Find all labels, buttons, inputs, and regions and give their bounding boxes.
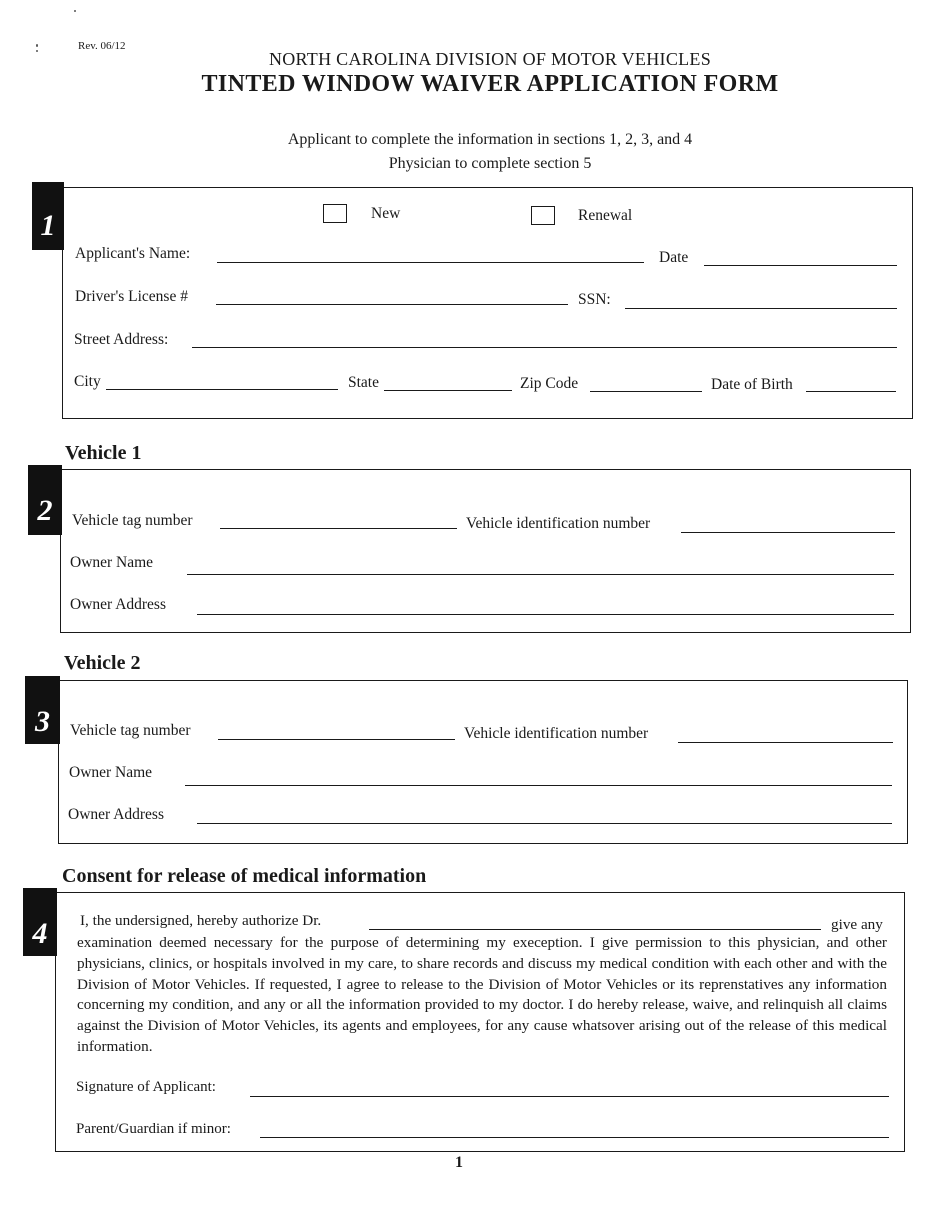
authorize-prefix: I, the undersigned, hereby authorize Dr. xyxy=(80,912,322,929)
city-field[interactable] xyxy=(106,389,338,390)
city-label: City xyxy=(74,373,101,390)
applicant-name-label: Applicant's Name: xyxy=(75,245,191,262)
zip-code-field[interactable] xyxy=(590,391,702,392)
vehicle-1-heading: Vehicle 1 xyxy=(65,442,142,464)
date-of-birth-field[interactable] xyxy=(806,391,896,392)
vehicle-2-heading: Vehicle 2 xyxy=(64,652,141,674)
guardian-field[interactable] xyxy=(260,1137,889,1138)
vehicle-1-owner-address-field[interactable] xyxy=(197,614,894,615)
section-2-box xyxy=(60,469,911,633)
ssn-label: SSN: xyxy=(578,291,611,308)
guardian-label: Parent/Guardian if minor: xyxy=(76,1121,231,1137)
consent-heading: Consent for release of medical information xyxy=(62,865,427,887)
new-label: New xyxy=(371,205,401,222)
date-field[interactable] xyxy=(704,265,897,266)
scan-speck xyxy=(36,44,38,47)
date-of-birth-label: Date of Birth xyxy=(711,376,793,393)
vehicle-2-vin-label: Vehicle identification number xyxy=(464,725,649,742)
section-2-number: 2 xyxy=(28,465,62,535)
vehicle-2-tag-label: Vehicle tag number xyxy=(70,722,191,739)
vehicle-2-owner-address-field[interactable] xyxy=(197,823,892,824)
section-3-number: 3 xyxy=(25,676,60,744)
vehicle-1-owner-address-label: Owner Address xyxy=(70,596,166,613)
page-number: 1 xyxy=(455,1154,463,1171)
instruction-applicant: Applicant to complete the information in sections 1, 2, 3, and 4 xyxy=(287,131,693,148)
street-address-label: Street Address: xyxy=(74,331,169,348)
state-field[interactable] xyxy=(384,390,512,391)
agency-name: NORTH CAROLINA DIVISION OF MOTOR VEHICLES xyxy=(268,49,712,69)
vehicle-2-vin-field[interactable] xyxy=(678,742,893,743)
vehicle-2-owner-address-label: Owner Address xyxy=(68,806,164,823)
revision-label: Rev. 06/12 xyxy=(78,40,126,52)
drivers-license-label: Driver's License # xyxy=(75,288,188,305)
renewal-checkbox[interactable] xyxy=(531,206,555,225)
scan-speck xyxy=(74,10,76,12)
physician-name-field[interactable] xyxy=(369,929,821,930)
form-title: TINTED WINDOW WAIVER APPLICATION FORM xyxy=(201,71,779,97)
vehicle-1-tag-label: Vehicle tag number xyxy=(72,512,193,529)
section-4-number: 4 xyxy=(23,888,57,956)
vehicle-1-vin-field[interactable] xyxy=(681,532,895,533)
state-label: State xyxy=(348,374,379,391)
vehicle-1-owner-name-label: Owner Name xyxy=(70,554,154,571)
vehicle-1-owner-name-field[interactable] xyxy=(187,574,894,575)
zip-code-label: Zip Code xyxy=(520,375,579,392)
vehicle-1-tag-field[interactable] xyxy=(220,528,457,529)
section-1-number: 1 xyxy=(32,182,64,250)
ssn-field[interactable] xyxy=(625,308,897,309)
vehicle-2-owner-name-field[interactable] xyxy=(185,785,892,786)
consent-paragraph: examination deemed necessary for the purpose of determining my exeception. I give permission to this physician, and other physicians, clinics, or hospitals involved in my care, to share records and discuss my medical condition with each other and with the Division of Motor Vehicles. If requested, I agree to release to the Division of Motor Vehicles or its reprenstatives any information concerning my condition, and any or all the information provided to my doctor. I do hereby release, waive, and relinquish all claims against the Division of Motor Vehicles, its agents and employees, for any cause whatsover arising out of the release of this medical information. xyxy=(77,934,887,1055)
applicant-name-field[interactable] xyxy=(217,262,644,263)
vehicle-1-vin-label: Vehicle identification number xyxy=(466,515,651,532)
drivers-license-field[interactable] xyxy=(216,304,568,305)
vehicle-2-tag-field[interactable] xyxy=(218,739,455,740)
section-3-box xyxy=(58,680,908,844)
instruction-physician: Physician to complete section 5 xyxy=(388,155,592,172)
renewal-label: Renewal xyxy=(578,207,633,224)
new-checkbox[interactable] xyxy=(323,204,347,223)
signature-field[interactable] xyxy=(250,1096,889,1097)
signature-label: Signature of Applicant: xyxy=(76,1079,216,1095)
vehicle-2-owner-name-label: Owner Name xyxy=(69,764,153,781)
date-label: Date xyxy=(659,249,689,266)
authorize-suffix: give any xyxy=(831,916,883,933)
street-address-field[interactable] xyxy=(192,347,897,348)
